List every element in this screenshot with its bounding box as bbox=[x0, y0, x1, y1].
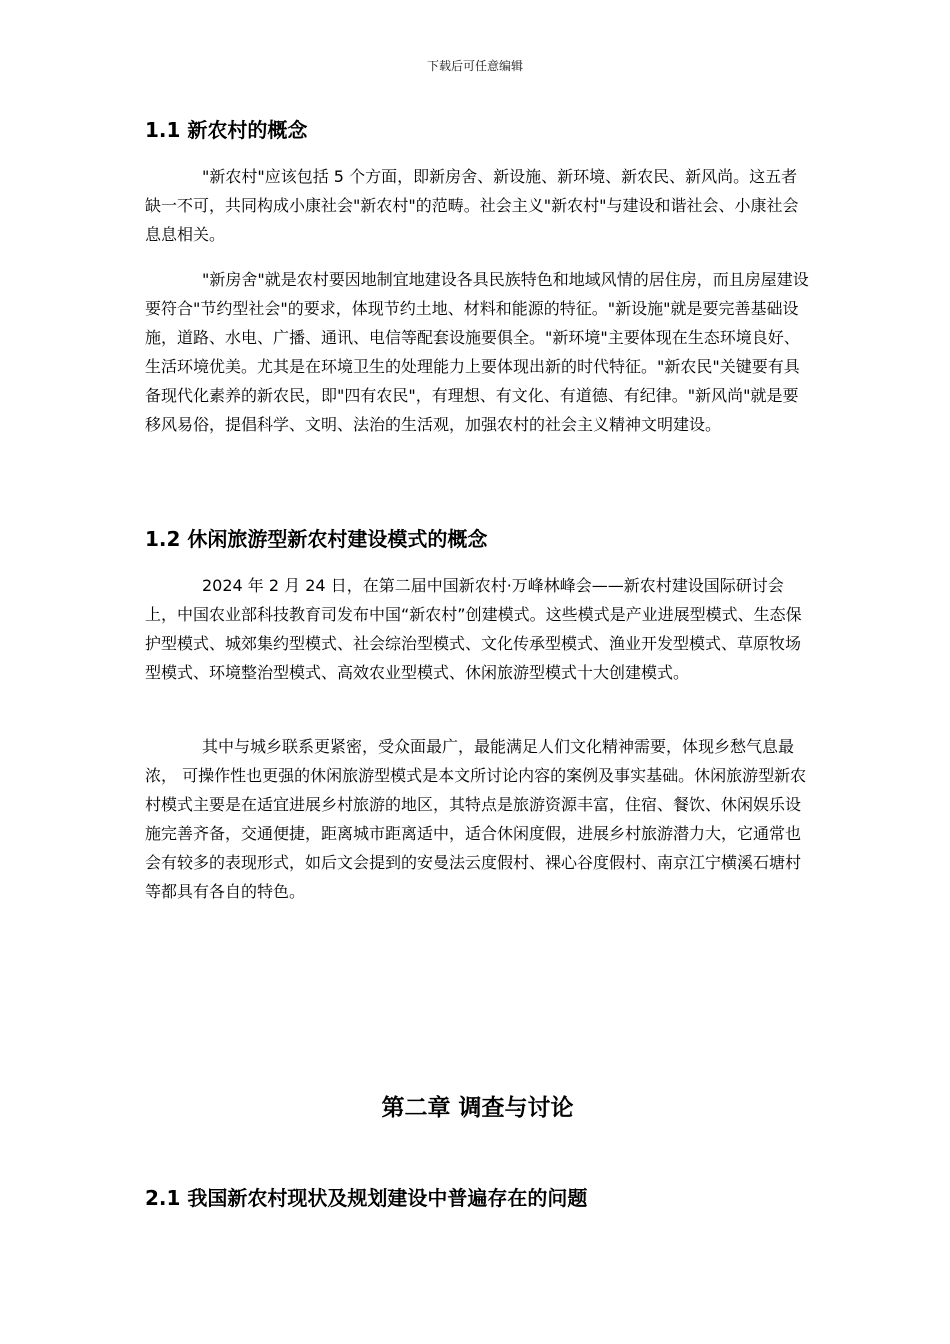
section-heading-1-1: 1.1 新农村的概念 bbox=[145, 118, 308, 142]
section-heading-2-1: 2.1 我国新农村现状及规划建设中普遍存在的问题 bbox=[145, 1186, 588, 1210]
paragraph-five-new-aspects: "新房舍"就是农村要因地制宜地建设各具民族特色和地域风情的居住房，而且房屋建设要符合"节约型社会"的要求，体现节约土地、材料和能源的特征。"新设施"就是要完善基础设施，道路、水电、广播、通讯、电信等配套设施要俱全。"新环境"主要体现在生态环境良好、生活环境优美。尤其是在环境卫生的处理能力上要体现出新的时代特征。"新农民"关键要有具备现代化素养的新农民，即"四有农民"，有理想、有文化、有道德、有纪律。"新风尚"就是要移风易俗，提倡科学、文明、法治的生活观，加强农村的社会主义精神文明建设。 bbox=[145, 270, 809, 434]
page-header-note: 下载后可任意编辑 bbox=[426, 59, 523, 73]
paragraph-new-village-definition: "新农村"应该包括 5 个方面，即新房舍、新设施、新环境、新农民、新风尚。这五者缺一不可，共同构成小康社会"新农村"的范畴。社会主义"新农村"与建设和谐社会、小康社会息息相关。 bbox=[145, 167, 799, 244]
paragraph-leisure-tourism-model: 其中与城乡联系更紧密，受众面最广，最能满足人们文化精神需要，体现乡愁气息最浓， 可操作性也更强的休闲旅游型模式是本文所讨论内容的案例及事实基础。休闲旅游型新农村模式主要是在适宜进展乡村旅游的地区，其特点是旅游资源丰富，住宿、餐饮、休闲娱乐设施完善齐备，交通便捷，距离城市距离适中，适合休闲度假，进展乡村旅游潜力大，它通常也会有较多的表现形式，如后文会提到的安曼法云度假村、裸心谷度假村、南京江宁横溪石塘村等都具有各自的特色。 bbox=[145, 737, 807, 901]
chapter-title: 第二章 调查与讨论 bbox=[381, 1095, 574, 1121]
section-heading-1-2: 1.2 休闲旅游型新农村建设模式的概念 bbox=[145, 527, 488, 551]
paragraph-construction-models: 2024 年 2 月 24 日，在第二届中国新农村·万峰林峰会——新农村建设国际研讨会上，中国农业部科技教育司发布中国“新农村”创建模式。这些模式是产业进展型模式、生态保护型模式、城郊集约型模式、社会综治型模式、文化传承型模式、渔业开发型模式、草原牧场型模式、环境整治型模式、高效农业型模式、休闲旅游型模式十大创建模式。 bbox=[145, 576, 802, 682]
